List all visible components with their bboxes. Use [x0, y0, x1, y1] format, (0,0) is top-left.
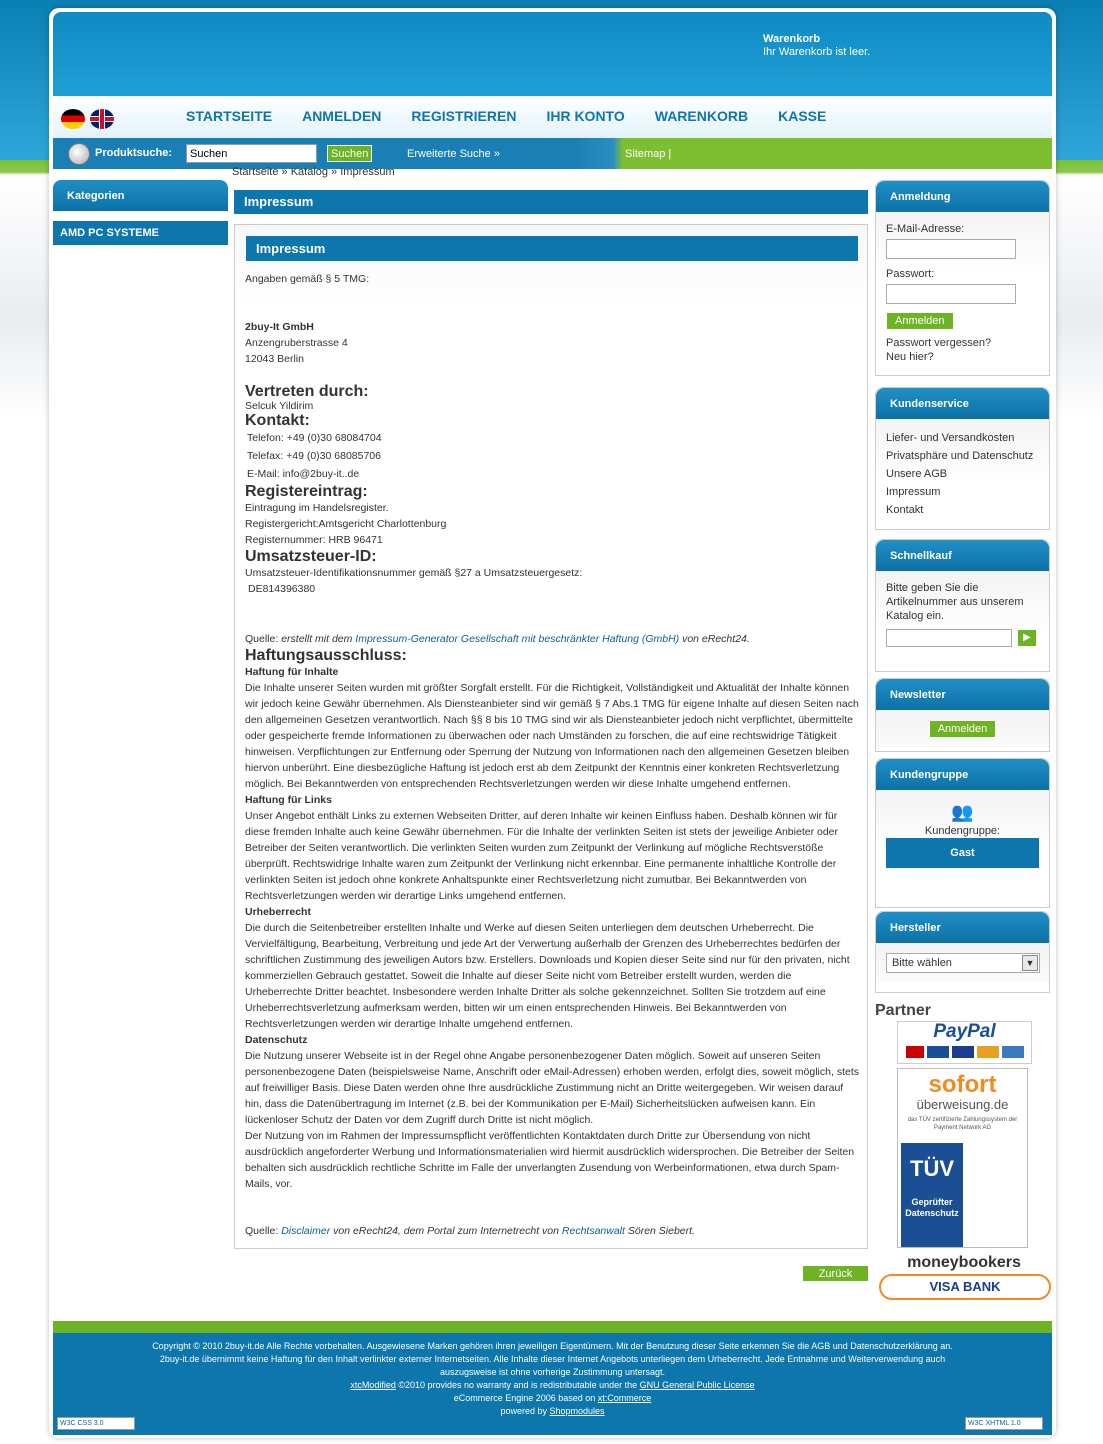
password-label: Passwort:: [886, 268, 935, 280]
service-item-agb[interactable]: Unsere AGB: [886, 468, 948, 480]
heading-ust: Umsatzsteuer-ID:: [245, 548, 377, 565]
categories-title: Kategorien: [53, 180, 228, 211]
manufacturer-select[interactable]: [886, 953, 1040, 973]
footer-line-1: Copyright © 2010 2buy-it.de Alle Rechte vorbehalten. Ausgewiesene Marken gehören ihren jeweiligen Eigentümern. Mit der Benutzung dieser Seite erkennen Sie die AGB und Datenschutzerklärung an.: [152, 1341, 953, 1351]
login-box: [875, 180, 1050, 376]
footer: [53, 1321, 1052, 1435]
quickbuy-input[interactable]: [886, 629, 1012, 647]
cart-box[interactable]: [763, 33, 870, 59]
content-title: Impressum: [246, 236, 858, 261]
service-item-versand[interactable]: Liefer- und Versandkosten: [886, 432, 1015, 444]
quelle2-label: Quelle:: [245, 1225, 282, 1237]
service-item-kontakt[interactable]: Kontakt: [886, 504, 924, 516]
search-label: Produktsuche:: [95, 147, 173, 159]
sitemap-link[interactable]: Sitemap |: [625, 148, 672, 160]
search-bar: [53, 138, 1052, 169]
manufacturer-title: Hersteller: [876, 912, 1049, 943]
impressum-generator-link[interactable]: Impressum-Generator Gesellschaft mit beschränkter Haftung (GmbH): [355, 633, 680, 645]
partner-title: Partner: [875, 1002, 932, 1019]
heading-inhalte: Haftung für Inhalte: [245, 666, 339, 678]
service-title: Kundenservice: [876, 388, 1049, 419]
moneybookers-logo[interactable]: [877, 1254, 1051, 1302]
sofort-subtext: überweisung.de: [916, 1097, 1009, 1112]
login-button[interactable]: Anmelden: [886, 312, 954, 330]
gpl-link[interactable]: GNU General Public License: [639, 1380, 755, 1390]
play-icon[interactable]: ▶: [1018, 630, 1036, 646]
representative: Selcuk Yildirim: [245, 400, 314, 412]
heading-urheber: Urheberrecht: [245, 906, 311, 918]
telefax: Telefax: +49 (0)30 68085706: [247, 450, 381, 462]
german-flag-icon[interactable]: [61, 109, 85, 129]
heading-kontakt: Kontakt:: [245, 412, 310, 429]
footer-line-3: auszugsweise ist ohne vorherige Zustimmung untersagt.: [439, 1367, 666, 1377]
paypal-text: PayPal: [933, 1021, 996, 1042]
footer-line-5: eCommerce Engine 2006 based on: [453, 1393, 598, 1403]
email-field[interactable]: [886, 239, 1016, 259]
sofort-text: sofort: [928, 1071, 997, 1098]
quickbuy-title: Schnellkauf: [876, 540, 1049, 571]
register-3: Registernummer: HRB 96471: [245, 534, 383, 546]
paragraph-links: Unser Angebot enthält Links zu externen Webseiten Dritter, auf deren Inhalte wir keinen Einfluss haben. Deshalb können wir für diese fremden Inhalte auch keine Gewähr übernehmen. Für die Inhalte der verlinkten Seiten ist stets der jeweilige Anbieter oder Betreiber der Seiten verantwortlich. Die verlinkten Seiten wurden zum Zeitpunkt der Verlinkung auf mögliche Rechtsverstöße überprüft. Rechtswidrige Inhalte waren zum Zeitpunkt der Verlinkung nicht erkennbar. Eine permanente inhaltliche Kontrolle der verlinkten Seiten ist jedoch ohne konkrete Anhaltspunkte einer Rechtsverletzung nicht zumutbar. Bei Bekanntwerden von Rechtsverletzungen werden wir derartige Links umgehend entfernen.: [245, 810, 839, 902]
intro-text: Angaben gemäß § 5 TMG:: [245, 273, 370, 285]
page: [49, 8, 1056, 1438]
register-1: Eintragung im Handelsregister.: [245, 502, 389, 514]
tuev-seal: [901, 1143, 963, 1247]
password-field[interactable]: [886, 284, 1016, 304]
footer-line-6: powered by: [500, 1406, 550, 1416]
paragraph-datenschutz-2: Der Nutzung von im Rahmen der Impressumspflicht veröffentlichten Kontaktdaten durch Dritte zur Übersendung von nicht ausdrücklich angeforderter Werbung und Informationsmaterialien wird hiermit ausdrücklich widersprochen. Die Betreiber der Seiten behalten sich ausdrücklich rechtliche Schritte im Falle der unverlangten Zusendung von Werbeinformationen, etwa durch Spam-Mails, vor.: [245, 1130, 855, 1190]
cart-title[interactable]: Warenkorb: [763, 33, 821, 45]
content-box: [234, 224, 868, 1249]
city: 12043 Berlin: [245, 353, 304, 365]
user-group-icon: 👥: [951, 802, 974, 822]
moneybookers-cards: VISA BANK: [879, 1274, 1051, 1300]
sofort-logo[interactable]: [897, 1068, 1028, 1248]
quelle-pre: erstellt mit dem: [281, 633, 356, 645]
moneybookers-text: moneybookers: [907, 1254, 1021, 1271]
w3c-xhtml-badge[interactable]: W3C XHTML 1.0: [965, 1417, 1043, 1430]
footer-line-2: 2buy-it.de übernimmt keine Haftung für den Inhalt verlinkter externer Internetseiten. Alle Inhalte dieser Internet Angebots unterliegen dem Urheberrecht. Jede Entnahme und Weiterverwendung auch: [159, 1354, 946, 1364]
quickbuy-text: Bitte geben Sie die Artikelnummer aus unserem Katalog ein.: [886, 582, 1024, 622]
paypal-logo[interactable]: [897, 1021, 1032, 1064]
street: Anzengruberstrasse 4: [245, 337, 348, 349]
login-title: Anmeldung: [876, 181, 1049, 212]
quelle-label: Quelle:: [245, 633, 282, 645]
register-2: Registergericht:Amtsgericht Charlottenburg: [245, 518, 447, 530]
customergroup-label: Kundengruppe:: [924, 825, 1001, 837]
quelle2-post: Sören Siebert.: [624, 1225, 695, 1237]
quelle2-mid: von eRecht24, dem Portal zum Internetrecht von: [330, 1225, 562, 1237]
email-label: E-Mail-Adresse:: [886, 223, 965, 235]
quelle-post: von eRecht24.: [679, 633, 750, 645]
nav-ihr-konto[interactable]: IHR KONTO: [546, 108, 625, 124]
ust-id: DE814396380: [248, 583, 316, 595]
tuev-text: TÜV: [910, 1156, 954, 1181]
page-title: Impressum: [234, 190, 868, 214]
main-navigation: [53, 96, 1052, 138]
telefon: Telefon: +49 (0)30 68084704: [247, 432, 382, 444]
nav-registrieren[interactable]: REGISTRIEREN: [411, 108, 517, 124]
header: [53, 12, 1052, 96]
newsletter-button[interactable]: Anmelden: [929, 720, 997, 738]
email: E-Mail: info@2buy-it..de: [247, 468, 360, 480]
chevron-down-icon: ▼: [1022, 955, 1038, 971]
quickbuy-box: [875, 539, 1050, 672]
paragraph-urheber: Die durch die Seitenbetreiber erstellten Inhalte und Werke auf diesen Seiten unterliegen dem deutschen Urheberrecht. Die Vervielfältigung, Bearbeitung, Verbreitung und jede Art der Verwertung außerhalb der Grenzen des Urheberrechtes bedürfen der schriftlichen Zustimmung des jeweiligen Autors bzw. Erstellers. Downloads und Kopien dieser Seite sind nur für den privaten, nicht kommerziellen Gebrauch gestattet. Soweit die Inhalte auf dieser Seite nicht vom Betreiber erstellt wurden, werden die Urheberrechte Dritter beachtet. Insbesondere werden Inhalte Dritter als solche gekennzeichnet. Sollten Sie trotzdem auf eine Urheberrechtsverletzung aufmerksam werden, bitten wir um einen entsprechenden Hinweis. Bei Bekanntwerden von Rechtsverletzungen werden wir derartige Inhalte umgehend entfernen.: [245, 922, 850, 1030]
ust-text: Umsatzsteuer-Identifikationsnummer gemäß §27 a Umsatzsteuergesetz:: [245, 567, 583, 579]
sofort-info: das TÜV zertifizierte Zahlungssystem der Payment Network AG: [907, 1117, 1018, 1131]
magnifier-icon: [68, 143, 90, 165]
search-button[interactable]: Suchen: [327, 145, 372, 162]
newsletter-box: [875, 678, 1050, 752]
register-link[interactable]: Neu hier?: [886, 351, 934, 363]
manufacturer-box: [875, 911, 1050, 993]
service-box: [875, 387, 1050, 530]
paragraph-inhalte: Die Inhalte unserer Seiten wurden mit größter Sorgfalt erstellt. Für die Richtigkeit, Vollständigkeit und Aktualität der Inhalte können wir jedoch keine Gewähr übernehmen. Als Diensteanbieter sind wir gemäß § 7 Abs.1 TMG für eigene Inhalte auf diesen Seiten nach den allgemeinen Gesetzen verantwortlich. Nach §§ 8 bis 10 TMG sind wir als Diensteanbieter jedoch nicht verpflichtet, übermittelte oder gespeicherte fremde Informationen zu überwachen oder nach Umständen zu forschen, die auf eine rechtswidrige Tätigkeit hinweisen. Verpflichtungen zur Entfernung oder Sperrung der Nutzung von Informationen nach den allgemeinen Gesetzen bleiben hiervon unberührt. Eine diesbezügliche Haftung ist jedoch erst ab dem Zeitpunkt der Kenntnis einer konkreten Rechtsverletzung möglich. Bei Bekanntwerden von entsprechenden Rechtsverletzungen werden wir diese Inhalte umgehend entfernen.: [245, 682, 859, 790]
breadcrumb[interactable]: Startseite » Katalog » Impressum: [232, 166, 395, 178]
w3c-css-badge[interactable]: W3C CSS 3.0: [57, 1417, 135, 1430]
cart-status: Ihr Warenkorb ist leer.: [763, 46, 871, 58]
heading-links: Haftung für Links: [245, 794, 332, 806]
nav-warenkorb[interactable]: WARENKORB: [654, 108, 749, 124]
nav-kasse[interactable]: KASSE: [778, 108, 827, 124]
company-name: 2buy-It GmbH: [245, 321, 314, 333]
footer-line-4: ©2010 provides no warranty and is redistributable under the: [395, 1380, 640, 1390]
heading-haftung: Haftungsausschluss:: [245, 647, 407, 664]
xtcommerce-link[interactable]: xt:Commerce: [597, 1393, 652, 1403]
tuev-subtext: Geprüfter Datenschutz: [905, 1197, 959, 1218]
manufacturer-select-value: Bitte wählen: [892, 957, 952, 969]
rechtsanwalt-link[interactable]: Rechtsanwalt: [561, 1225, 625, 1237]
categories-box: [53, 180, 228, 211]
paragraph-datenschutz-1: Die Nutzung unserer Webseite ist in der Regel ohne Angabe personenbezogener Daten möglich. Soweit auf unseren Seiten personenbezogene Daten (beispielsweise Name, Anschrift oder eMail-Adressen) erhoben werden, erfolgt dies, soweit möglich, stets auf freiwilliger Basis. Diese Daten werden ohne Ihre ausdrückliche Zustimmung nicht an Dritte weitergegeben. Wir weisen darauf hin, dass die Datenübertragung im Internet (z.B. bei der Kommunikation per E-Mail) Sicherheitslücken aufweisen kann. Ein lückenloser Schutz der Daten vor dem Zugriff durch Dritte ist nicht möglich.: [245, 1050, 859, 1126]
nav-startseite[interactable]: STARTSEITE: [186, 108, 273, 124]
customergroup-box: [875, 758, 1050, 908]
payment-cards-icon: [898, 1046, 1031, 1058]
service-item-datenschutz[interactable]: Privatsphäre und Datenschutz: [886, 450, 1034, 462]
disclaimer-link[interactable]: Disclaimer: [281, 1225, 331, 1237]
service-item-impressum[interactable]: Impressum: [886, 486, 941, 498]
heading-datenschutz: Datenschutz: [245, 1034, 308, 1046]
shopmodules-link[interactable]: Shopmodules: [549, 1406, 605, 1416]
heading-register: Registereintrag:: [245, 483, 368, 500]
customergroup-value: Gast: [886, 838, 1039, 868]
heading-vertreten: Vertreten durch:: [245, 383, 369, 400]
nav-anmelden[interactable]: ANMELDEN: [302, 108, 382, 124]
forgot-password-link[interactable]: Passwort vergessen?: [886, 337, 992, 349]
xtc-modified-link[interactable]: xtcModified: [350, 1380, 396, 1390]
search-input[interactable]: [186, 144, 317, 163]
customergroup-title: Kundengruppe: [876, 759, 1049, 790]
english-flag-icon[interactable]: [90, 109, 114, 129]
advanced-search-link[interactable]: Erweiterte Suche »: [407, 148, 500, 160]
back-button[interactable]: Zurück: [802, 1265, 869, 1282]
newsletter-title: Newsletter: [876, 679, 1049, 710]
category-amd-pc-systeme[interactable]: AMD PC SYSTEME: [53, 221, 228, 245]
